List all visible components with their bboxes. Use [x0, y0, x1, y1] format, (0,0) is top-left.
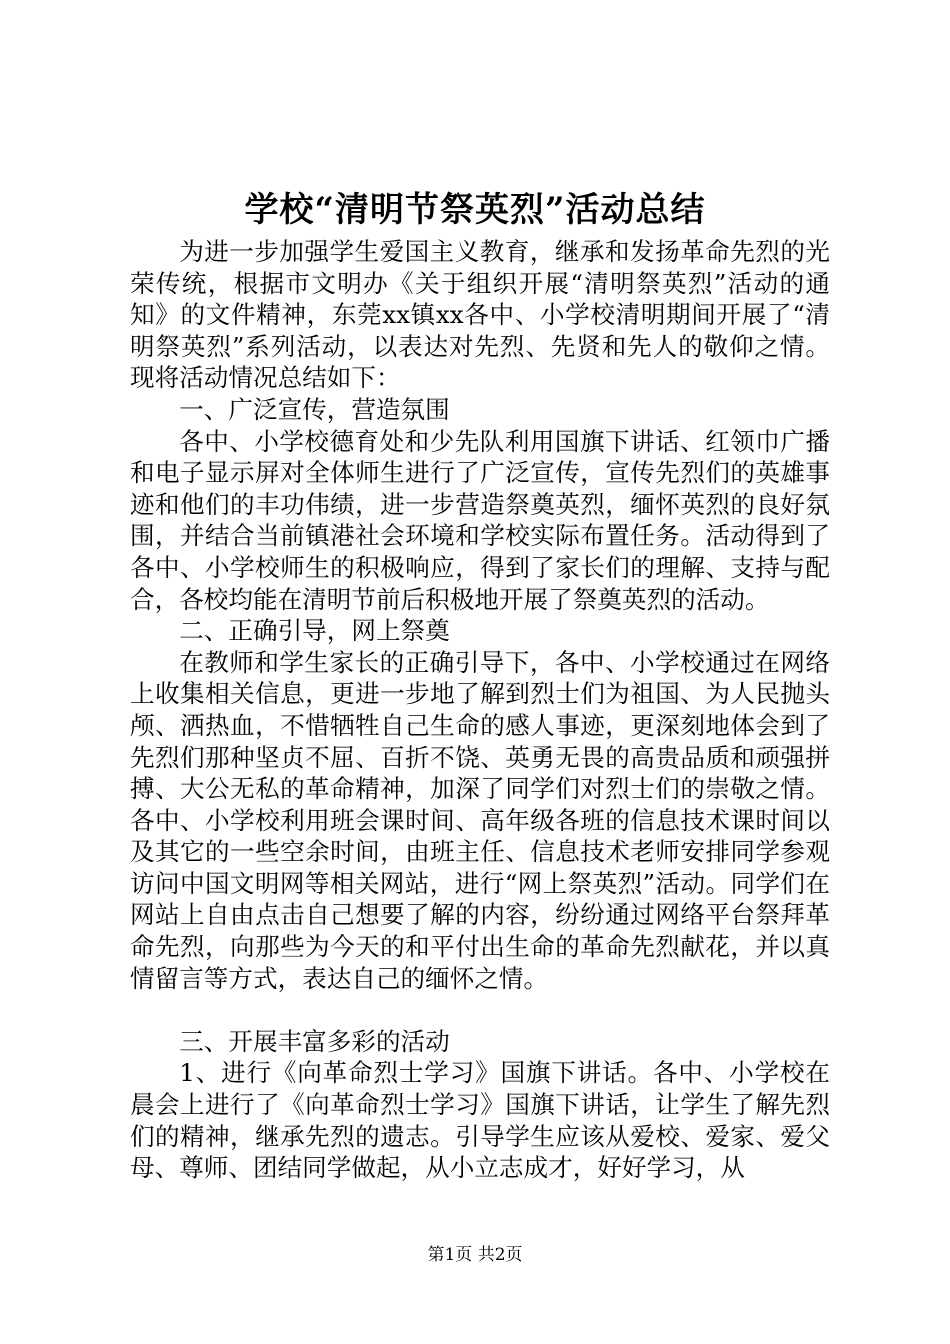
section-3-item-1: 1、进行《向革命烈士学习》国旗下讲话。各中、小学校在晨会上进行了《向革命烈士学习》国旗下讲话，让学生了解先烈们的精神，继承先烈的遗志。引导学生应该从爱校、爱家、爱父母、尊师、团结同学做起，从小立志成才，好好学习，从: [130, 1058, 830, 1183]
section-1-paragraph: 各中、小学校德育处和少先队利用国旗下讲话、红领巾广播和电子显示屏对全体师生进行了广泛宣传，宣传先烈们的英雄事迹和他们的丰功伟绩，进一步营造祭奠英烈，缅怀英烈的良好氛围，并结合当前镇港社会环境和学校实际布置任务。活动得到了各中、小学校师生的积极响应，得到了家长们的理解、支持与配合，各校均能在清明节前后积极地开展了祭奠英烈的活动。: [130, 426, 830, 614]
page-number-footer: 第1页 共2页: [427, 1245, 523, 1265]
section-heading-3: 三、开展丰富多彩的活动: [179, 1026, 450, 1056]
section-heading-1: 一、广泛宣传，营造氛围: [179, 394, 450, 424]
intro-paragraph: 为进一步加强学生爱国主义教育，继承和发扬革命先烈的光荣传统，根据市文明办《关于组织开展“清明祭英烈”活动的通知》的文件精神，东莞xx镇xx各中、小学校清明期间开展了“清明祭英烈”系列活动，以表达对先烈、先贤和先人的敬仰之情。现将活动情况总结如下：: [130, 237, 830, 393]
section-2-paragraph: 在教师和学生家长的正确引导下，各中、小学校通过在网络上收集相关信息，更进一步地了解到烈士们为祖国、为人民抛头颅、洒热血，不惜牺牲自己生命的感人事迹，更深刻地体会到了先烈们那种坚贞不屈、百折不饶、英勇无畏的高贵品质和顽强拼搏、大公无私的革命精神，加深了同学们对烈士们的崇敬之情。各中、小学校利用班会课时间、高年级各班的信息技术课时间以及其它的一些空余时间，由班主任、信息技术老师安排同学参观访问中国文明网等相关网站，进行“网上祭英烈”活动。同学们在网站上自由点击自己想要了解的内容，纷纷通过网络平台祭拜革命先烈，向那些为今天的和平付出生命的革命先烈献花，并以真情留言等方式，表达自己的缅怀之情。: [130, 647, 830, 993]
paragraph-spacer: [130, 994, 830, 1026]
section-heading-2: 二、正确引导，网上祭奠: [179, 616, 450, 646]
document-title: 学校“清明节祭英烈”活动总结: [244, 190, 706, 230]
document-body: [130, 236, 830, 1184]
